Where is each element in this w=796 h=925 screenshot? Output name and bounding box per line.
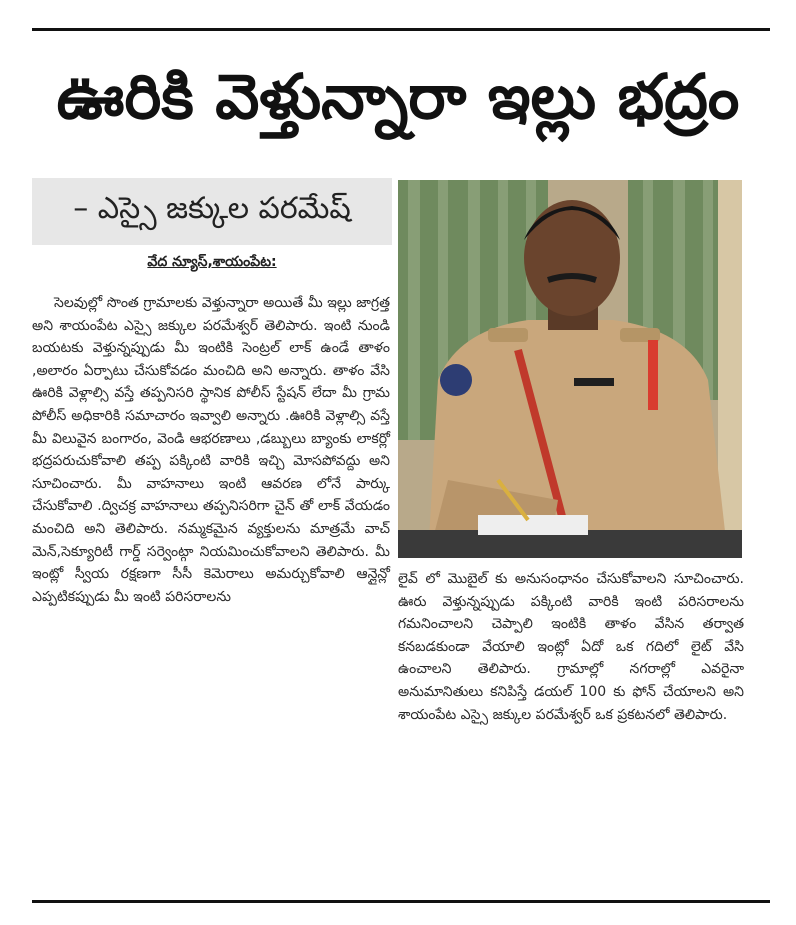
top-rule <box>32 28 770 31</box>
bottom-rule <box>32 900 770 903</box>
police-officer-photo <box>398 180 742 558</box>
byline-box <box>32 178 392 245</box>
byline: – ఎస్సై జక్కుల పరమేష్ <box>73 190 351 226</box>
dateline: వేద న్యూస్,శాయంపేట: <box>147 254 277 270</box>
headline: ఊరికి వెళ్తున్నారా ఇల్లు భద్రం <box>56 60 740 133</box>
article-body-left: సెలవుల్లో సొంత గ్రామాలకు వెళ్తున్నారా అయితే మీ ఇల్లు జాగ్రత్త అని శాయంపేట ఎస్సై జక్కుల పరమేశ్వర్ తెలిపారు. ఇంటి నుండి బయటకు వెళ్తున్నప్పుడు మీ ఇంటికి సెంట్రల్ లాక్ ఉండే తాళం ,అలారం ఏర్పాటు చేసుకోవడం మంచిది అని అన్నారు. తాళం వేసి ఊరికి వెళ్లాల్సి వస్తే తప్పనిసరి స్థానిక పోలీస్ స్టేషన్ లేదా మీ గ్రామ పోలీస్ అధికారికి సమాచారం ఇవ్వాలి అన్నారు .ఊరికి వెళ్లాల్సి వస్తే మీ విలువైన బంగారం, వెండి ఆభరణాలు ,డబ్బులు బ్యాంకు లాకర్లో భద్రపరుచుకోవాలి తప్ప పక్కింటి వారికి ఇచ్చి మోసపోవద్దు అని సూచించారు. మీ వాహనాలు ఇంటి ఆవరణ లోనే పార్కు చేసుకోవాలి .ద్విచక్ర వాహనాలు తప్పనిసరిగా చైన్ తో లాక్ వేయడం మంచిది అని తెలిపారు. నమ్మకమైన వ్యక్తులను మాత్రమే వాచ్ మెన్,సెక్యూరిటీ గార్డ్ సర్వెంట్గా నియమించుకోవాలని తెలిపారు. మీ ఇంట్లో స్వీయ రక్షణగా సీసీ కెమెరాలు అమర్చుకోవాలి ఆన్లైన్లో ఎప్పటికప్పుడు మీ ఇంటి పరిసరాలను <box>32 295 390 605</box>
article-body-right: లైవ్ లో మొబైల్ కు అనుసంధానం చేసుకోవాలని సూచించారు. ఊరు వెళ్తున్నప్పుడు పక్కింటి వారికి ఇంటి పరిసరాలను గమనించాలని చెప్పాలి ఇంటికి తాళం వేసిన తర్వాత కనబడకుండా వేయాలి ఇంట్లో ఏదో ఒక గదిలో లైట్ వేసి ఉంచాలని తెలిపారు. గ్రామాల్లో నగరాల్లో ఎవరైనా అనుమానితులు కనిపిస్తే డయల్ 100 కు ఫోన్ చేయాలని అని శాయంపేట ఎస్సై జక్కుల పరమేశ్వర్ ఒక ప్రకటనలో తెలిపారు. <box>398 571 744 723</box>
